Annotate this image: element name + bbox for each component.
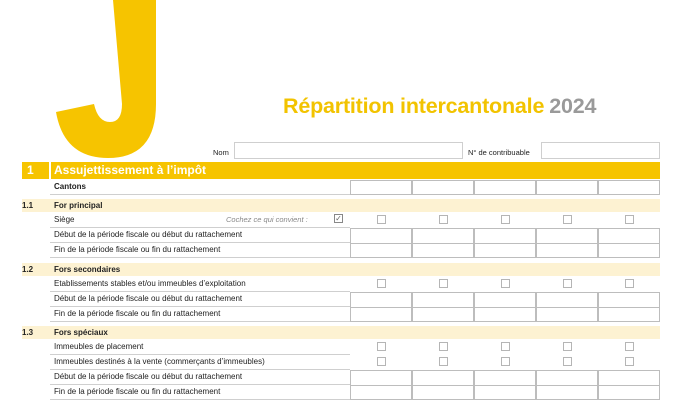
s12-header xyxy=(22,263,660,276)
contribuable-label: N° de contribuable xyxy=(468,148,530,157)
canton-checkbox[interactable] xyxy=(625,215,634,224)
canton-checkbox[interactable] xyxy=(501,357,510,366)
section-divider xyxy=(49,162,51,179)
cell-divider xyxy=(412,307,474,308)
nom-label: Nom xyxy=(213,148,229,157)
fin-label: Fin de la période fiscale ou fin du rattachement xyxy=(54,245,221,254)
canton-checkbox[interactable] xyxy=(439,342,448,351)
canton-checkbox[interactable] xyxy=(377,215,386,224)
s11-title: For principal xyxy=(54,201,103,210)
debut-label: Début de la période fiscale ou début du rattachement xyxy=(54,372,243,381)
j-logo-mark xyxy=(56,0,166,160)
cell-divider xyxy=(598,243,660,244)
canton-input-cell[interactable] xyxy=(350,180,412,195)
canton-checkbox[interactable] xyxy=(563,279,572,288)
s11-header xyxy=(22,199,660,212)
siege-label: Siège xyxy=(54,215,75,224)
canton-checkbox[interactable] xyxy=(563,342,572,351)
cantons-label: Cantons xyxy=(54,182,86,191)
cell-divider xyxy=(536,307,598,308)
canton-checkbox[interactable] xyxy=(439,279,448,288)
etab-label: Etablissements stables et/ou immeubles d’exploitation xyxy=(54,279,246,288)
canton-input-cell[interactable] xyxy=(412,180,474,195)
page-title xyxy=(283,94,596,119)
canton-checkbox[interactable] xyxy=(625,357,634,366)
hint-text: Cochez ce qui convient : xyxy=(226,215,308,224)
canton-checkbox[interactable] xyxy=(439,215,448,224)
cell-divider xyxy=(598,385,660,386)
canton-input-cell[interactable] xyxy=(598,180,660,195)
placement-label: Immeubles de placement xyxy=(54,342,144,351)
contribuable-input[interactable] xyxy=(541,142,660,159)
vente-label: Immeubles destinés à la vente (commerçants d’immeubles) xyxy=(54,357,265,366)
cell-divider xyxy=(350,307,412,308)
title-year: 2024 xyxy=(549,94,597,118)
s13-number: 1.3 xyxy=(22,328,34,337)
s11-number: 1.1 xyxy=(22,201,34,210)
hint-check-icon: ✓ xyxy=(335,214,342,223)
cell-divider xyxy=(412,385,474,386)
section-title: Assujettissement à l’impôt xyxy=(54,163,207,177)
s13-title: Fors spéciaux xyxy=(54,328,108,337)
row-rule xyxy=(50,399,350,400)
canton-input-cell[interactable] xyxy=(474,180,536,195)
s13-header xyxy=(22,326,660,339)
cell-divider xyxy=(474,307,536,308)
cell-divider xyxy=(350,385,412,386)
s12-title: Fors secondaires xyxy=(54,265,121,274)
canton-checkbox[interactable] xyxy=(625,279,634,288)
canton-checkbox[interactable] xyxy=(563,357,572,366)
fin-label: Fin de la période fiscale ou fin du rattachement xyxy=(54,309,221,318)
row-rule xyxy=(50,194,350,195)
canton-checkbox[interactable] xyxy=(501,279,510,288)
canton-checkbox[interactable] xyxy=(563,215,572,224)
canton-checkbox[interactable] xyxy=(501,215,510,224)
cell-divider xyxy=(474,385,536,386)
section-1-header xyxy=(22,162,660,179)
section-number: 1 xyxy=(27,163,34,177)
title-text: Répartition intercantonale xyxy=(283,94,545,118)
s12-number: 1.2 xyxy=(22,265,34,274)
cell-divider xyxy=(536,243,598,244)
cell-divider xyxy=(474,243,536,244)
canton-checkbox[interactable] xyxy=(625,342,634,351)
canton-checkbox[interactable] xyxy=(501,342,510,351)
cell-divider xyxy=(350,243,412,244)
fin-label: Fin de la période fiscale ou fin du rattachement xyxy=(54,387,221,396)
row-rule xyxy=(50,321,350,322)
cell-divider xyxy=(536,385,598,386)
canton-checkbox[interactable] xyxy=(377,357,386,366)
canton-checkbox[interactable] xyxy=(439,357,448,366)
cell-divider xyxy=(412,243,474,244)
debut-label: Début de la période fiscale ou début du rattachement xyxy=(54,230,243,239)
row-rule xyxy=(50,257,350,258)
cell-divider xyxy=(598,307,660,308)
debut-label: Début de la période fiscale ou début du rattachement xyxy=(54,294,243,303)
canton-input-cell[interactable] xyxy=(536,180,598,195)
canton-checkbox[interactable] xyxy=(377,279,386,288)
canton-checkbox[interactable] xyxy=(377,342,386,351)
nom-input[interactable] xyxy=(234,142,463,159)
